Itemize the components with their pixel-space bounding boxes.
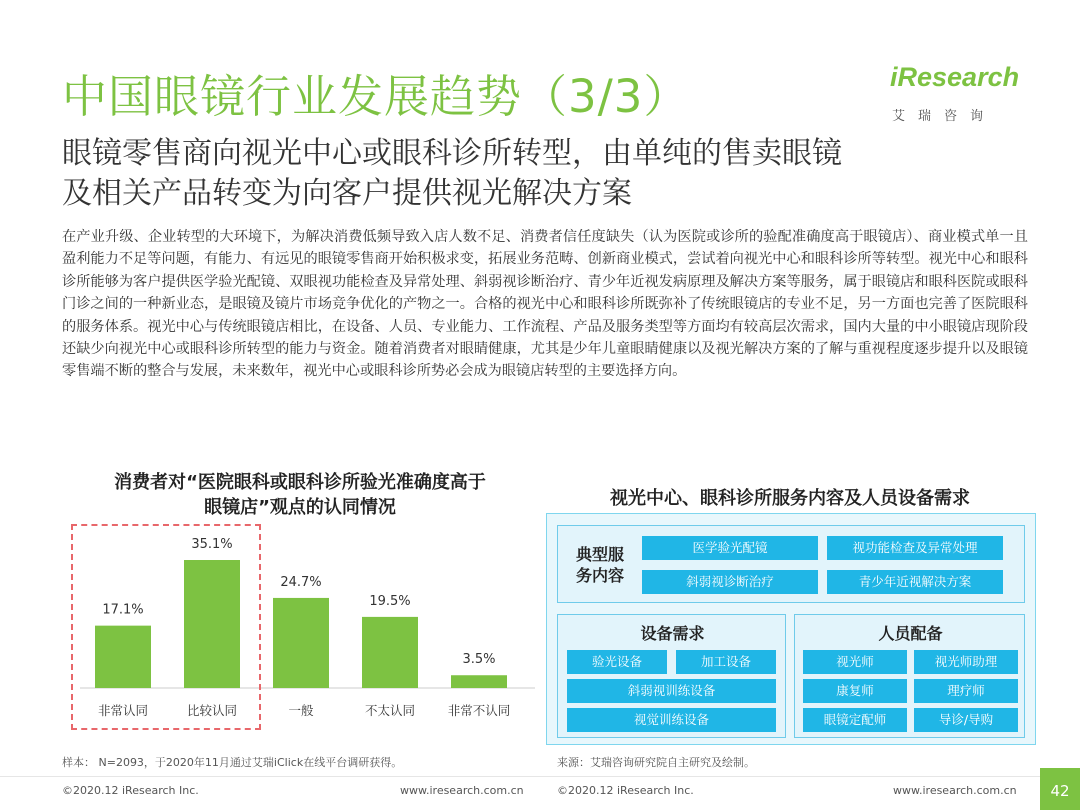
footer-copyright-left: ©2020.12 iResearch Inc.	[62, 784, 199, 797]
footer-copyright-right: ©2020.12 iResearch Inc.	[557, 784, 694, 797]
service-panel	[557, 525, 1025, 603]
equipment-panel	[557, 614, 786, 738]
bar-value-label-3: 24.7%	[280, 574, 322, 590]
service-pill-3: 斜弱视诊断治疗	[642, 570, 818, 594]
equipment-pill-1: 验光设备	[567, 650, 667, 674]
bar-value-label-1: 17.1%	[102, 602, 144, 618]
chart-sample-note: 样本： N=2093，于2020年11月通过艾瑞iClick在线平台调研获得。	[62, 756, 403, 769]
staff-pill-5: 眼镜定配师	[803, 708, 907, 732]
footer-url-right[interactable]: www.iresearch.com.cn	[893, 784, 1017, 797]
category-label-2: 比较认同	[186, 703, 238, 718]
chart-title-line-1: 消费者对“医院眼科或眼科诊所验光准确度高于	[114, 472, 486, 493]
body-paragraph: 在产业升级、企业转型的大环境下，为解决消费低频导致入店人数不足、消费者信任度缺失（认为医院或诊所的验配准确度高于眼镜店）、商业模式单一且盈利能力不足等问题，有能力、有远见的眼镜零售商开始积极求变，拓展业务范畴、创新商业模式，尝试着向视光中心和眼科诊所等转型。视光中心和眼科诊所能够为客户提供医学验光配镜、双眼视功能检查及异常处理、斜弱视诊断治疗、青少年近视发病原理及解决方案等服务，属于眼镜店和眼科医院或眼科门诊之间的一种新业态，是眼镜及镜片市场竞争优化的产物之一。合格的视光中心和眼科诊所既弥补了传统眼镜店的专业不足，另一方面也完善了医院眼科的服务体系。视光中心与传统眼镜店相比，在设备、人员、专业能力、工作流程、产品及服务类型等方面均有较高层次需求，国内大量的中小眼镜店现阶段还缺少向视光中心或眼科诊所转型的能力与资金。随着消费者对眼睛健康，尤其是少年儿童眼睛健康以及视光解决方案的了解与重视程度逐步提升以及眼镜零售端不断的整合与发展，未来数年，视光中心或眼科诊所势必会成为眼镜店转型的主要选择方向。	[62, 229, 1028, 380]
equipment-panel-title: 设备需求	[640, 624, 705, 643]
staff-panel	[794, 614, 1025, 738]
bar-3	[273, 598, 329, 688]
equipment-pill-2: 加工设备	[676, 650, 776, 674]
category-label-4: 不太认同	[364, 703, 416, 718]
chart-title-line-2: 眼镜店”观点的认同情况	[204, 497, 396, 518]
staff-pill-3: 康复师	[803, 679, 907, 703]
bar-5	[451, 675, 507, 688]
highlight-dashed-box	[71, 524, 261, 730]
subtitle-line-1: 眼镜零售商向视光中心或眼科诊所转型，由单纯的售卖眼镜	[62, 136, 842, 171]
bar-value-label-4: 19.5%	[369, 593, 411, 609]
staff-panel-title: 人员配备	[878, 624, 943, 643]
diagram-source-note: 来源：艾瑞咨询研究院自主研究及绘制。	[557, 756, 755, 769]
category-label-3: 一般	[288, 703, 314, 718]
page-number-badge	[1040, 768, 1080, 810]
diagram-title: 视光中心、眼科诊所服务内容及人员设备需求	[610, 488, 970, 509]
service-pill-1: 医学验光配镜	[642, 536, 818, 560]
iresearch-logo	[890, 62, 1030, 128]
subtitle-line-2: 及相关产品转变为向客户提供视光解决方案	[62, 176, 632, 211]
category-label-1: 非常认同	[97, 703, 149, 718]
category-label-5: 非常不认同	[447, 703, 511, 718]
service-pill-4: 青少年近视解决方案	[827, 570, 1003, 594]
equipment-pill-4: 视觉训练设备	[567, 708, 776, 732]
bar-4	[362, 617, 418, 688]
service-panel-label: 典型服务内容	[575, 545, 624, 585]
logo-wordmark: iResearch	[890, 62, 1020, 92]
equipment-pill-3: 斜弱视训练设备	[567, 679, 776, 703]
service-pill-2: 视功能检查及异常处理	[827, 536, 1003, 560]
service-diagram	[546, 513, 1036, 745]
footer-url-left[interactable]: www.iresearch.com.cn	[400, 784, 524, 797]
staff-pill-1: 视光师	[803, 650, 907, 674]
page-title: 中国眼镜行业发展趋势（3/3）	[62, 70, 690, 123]
staff-pill-6: 导诊/导购	[914, 708, 1018, 732]
staff-pill-2: 视光师助理	[914, 650, 1018, 674]
chart-title	[60, 470, 540, 520]
bar-value-label-5: 3.5%	[462, 652, 496, 668]
page-subtitle	[62, 134, 1042, 214]
staff-pill-4: 理疗师	[914, 679, 1018, 703]
bar-value-label-2: 35.1%	[191, 537, 233, 552]
page-number: 42	[1050, 782, 1070, 800]
logo-subtitle: 艾瑞咨询	[892, 109, 997, 124]
footer-divider	[0, 776, 1080, 777]
